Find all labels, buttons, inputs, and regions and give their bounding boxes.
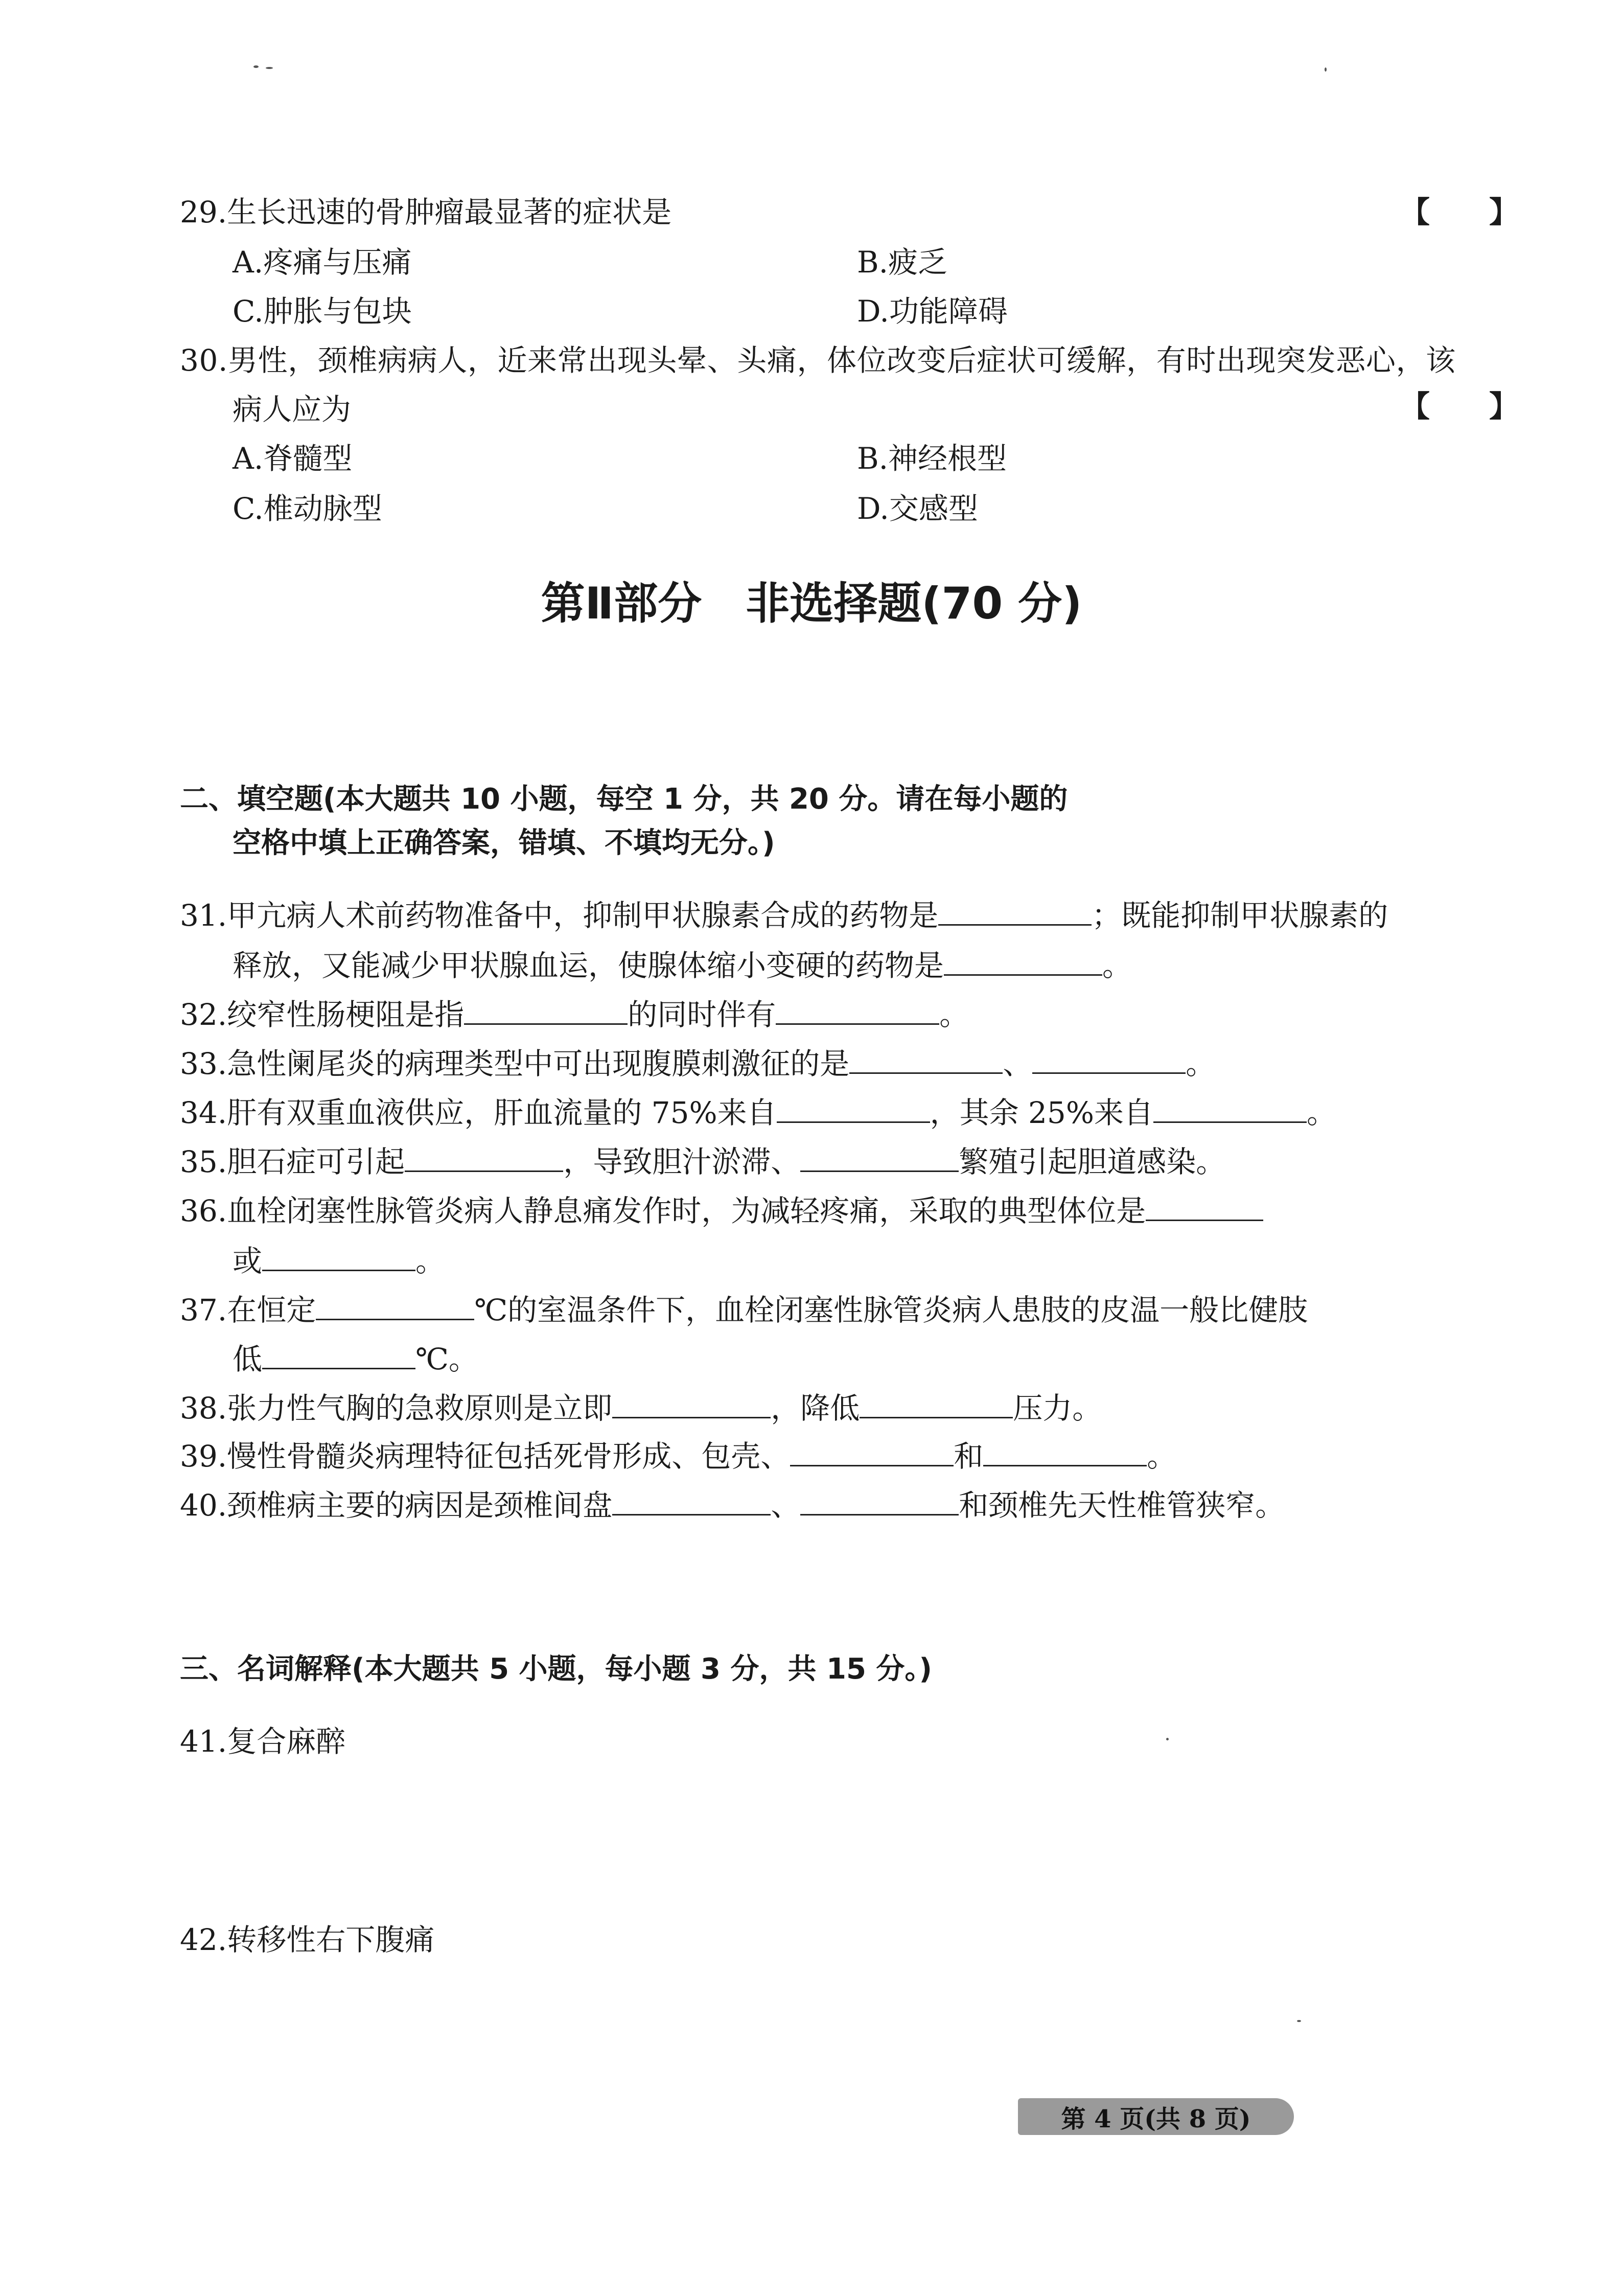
scan-speck: [1325, 67, 1327, 72]
q40-text-c: 和颈椎先天性椎管狭窄。: [959, 1488, 1285, 1523]
q35-text-c: 繁殖引起胆道感染。: [959, 1144, 1226, 1179]
q32-blank-1[interactable]: [464, 995, 628, 1025]
q38-text-a: 38.张力性气胸的急救原则是立即: [180, 1391, 613, 1426]
q37-text-c: 低: [233, 1342, 263, 1376]
q42-term: 42.转移性右下腹痛: [180, 1922, 435, 1957]
q35-text-a: 35.胆石症可引起: [180, 1144, 405, 1179]
page-number-text: 第 4 页(共 8 页): [1061, 2104, 1251, 2133]
q33-blank-2[interactable]: [1032, 1044, 1186, 1074]
q39-text-a: 39.慢性骨髓炎病理特征包括死骨形成、包壳、: [180, 1439, 791, 1474]
q40-text-a: 40.颈椎病主要的病因是颈椎间盘: [180, 1488, 613, 1523]
q29-answer-bracket: 【 】: [1400, 195, 1519, 229]
q29-option-c: C.肿胀与包块: [233, 294, 412, 329]
q39-text-c: 。: [1147, 1439, 1177, 1474]
scan-speck: [1166, 1738, 1169, 1740]
q37-line2: [233, 1339, 478, 1374]
q31-text-c: 释放，又能减少甲状腺血运，使腺体缩小变硬的药物是: [233, 948, 944, 983]
q36-blank-2[interactable]: [262, 1241, 415, 1271]
q31-text-a: 31.甲亢病人术前药物准备中，抑制甲状腺素合成的药物是: [180, 898, 939, 933]
q30-option-b: B.神经根型: [857, 441, 1007, 476]
q33-text-b: 、: [1003, 1046, 1033, 1081]
q38-text-c: 压力。: [1013, 1391, 1102, 1426]
q34-text-b: ，其余 25%来自: [930, 1095, 1153, 1130]
q36-text-a: 36.血栓闭塞性脉管炎病人静息痛发作时，为减轻疼痛，采取的典型体位是: [180, 1193, 1146, 1228]
q34-text-c: 。: [1306, 1095, 1336, 1130]
q35-text-b: ，导致胆汁淤滞、: [563, 1144, 801, 1179]
q34-blank-2[interactable]: [1153, 1093, 1307, 1123]
q36-line2: [233, 1241, 445, 1276]
q39-text-b: 和: [954, 1439, 984, 1474]
q31-blank-2[interactable]: [944, 946, 1102, 976]
section3-heading: 三、名词解释(本大题共 5 小题，每小题 3 分，共 15 分。): [180, 1652, 933, 1686]
q39-blank-2[interactable]: [983, 1436, 1147, 1466]
q40-blank-1[interactable]: [612, 1485, 771, 1516]
q33-text-c: 。: [1186, 1046, 1216, 1081]
scan-speck: [1297, 2020, 1301, 2022]
q32-text-a: 32.绞窄性肠梗阻是指: [180, 997, 465, 1032]
q37-blank-1[interactable]: [316, 1290, 474, 1320]
q33-text-a: 33.急性阑尾炎的病理类型中可出现腹膜刺激征的是: [180, 1046, 850, 1081]
q35-line: [180, 1142, 1225, 1177]
q32-text-c: 。: [939, 997, 969, 1032]
q30-option-d: D.交感型: [857, 491, 978, 526]
q29-option-d: D.功能障碍: [857, 294, 1008, 329]
q31-text-b: ；既能抑制甲状腺素的: [1092, 898, 1388, 933]
q33-line: [180, 1044, 1216, 1081]
q29-option-a: A.疼痛与压痛: [233, 245, 412, 280]
q40-blank-2[interactable]: [800, 1485, 959, 1516]
q32-text-b: 的同时伴有: [628, 997, 776, 1032]
q38-blank-1[interactable]: [612, 1388, 771, 1418]
q38-text-b: ，降低: [771, 1391, 860, 1426]
q29-stem: 29.生长迅速的骨肿瘤最显著的症状是: [180, 195, 672, 229]
q41-term: 41.复合麻醉: [180, 1724, 346, 1759]
q37-text-b: ℃的室温条件下，血栓闭塞性脉管炎病人患肢的皮温一般比健肢: [474, 1293, 1308, 1327]
q37-blank-2[interactable]: [262, 1339, 415, 1369]
q29-option-b: B.疲乏: [857, 245, 948, 280]
q34-blank-1[interactable]: [777, 1093, 930, 1123]
page-number-footer: [1018, 2098, 1294, 2135]
q30-option-c: C.椎动脉型: [233, 491, 382, 526]
q34-text-a: 34.肝有双重血液供应，肝血流量的 75%来自: [180, 1095, 777, 1130]
q37-text-d: ℃。: [415, 1342, 478, 1376]
section2-heading-line2: 空格中填上正确答案，错填、不填均无分。): [233, 826, 775, 860]
section2-heading-line1: 二、填空题(本大题共 10 小题，每空 1 分，共 20 分。请在每小题的: [180, 783, 1068, 816]
q39-blank-1[interactable]: [790, 1436, 954, 1466]
q31-blank-1[interactable]: [938, 896, 1092, 926]
q31-line1: [180, 896, 1388, 933]
q35-blank-2[interactable]: [800, 1142, 959, 1172]
q30-stem-line2: 病人应为: [233, 392, 352, 427]
q37-line1: [180, 1290, 1308, 1325]
q38-line: [180, 1388, 1102, 1426]
q37-text-a: 37.在恒定: [180, 1293, 316, 1327]
q31-line2: [233, 946, 1132, 983]
q34-line: [180, 1093, 1336, 1128]
scan-speck: [253, 65, 259, 68]
q36-text-c: 。: [415, 1244, 446, 1278]
q32-line: [180, 995, 969, 1032]
scan-speck: [266, 67, 273, 69]
q30-option-a: A.脊髓型: [233, 441, 353, 476]
q35-blank-1[interactable]: [405, 1142, 563, 1172]
q30-answer-bracket: 【 】: [1400, 389, 1519, 424]
q39-line: [180, 1436, 1177, 1474]
q40-text-b: 、: [771, 1488, 801, 1523]
q36-line1: [180, 1191, 1263, 1226]
q32-blank-2[interactable]: [776, 995, 939, 1025]
q33-blank-1[interactable]: [849, 1044, 1003, 1074]
q38-blank-2[interactable]: [860, 1388, 1013, 1418]
part2-title: 第Ⅱ部分 非选择题(70 分): [541, 578, 1082, 629]
q31-text-d: 。: [1102, 948, 1132, 983]
q40-line: [180, 1485, 1285, 1523]
q30-stem-line1: 30.男性，颈椎病病人，近来常出现头晕、头痛，体位改变后症状可缓解，有时出现突发恶心，该: [180, 343, 1456, 378]
q36-blank-1[interactable]: [1146, 1191, 1263, 1221]
q36-text-b: 或: [233, 1244, 263, 1278]
